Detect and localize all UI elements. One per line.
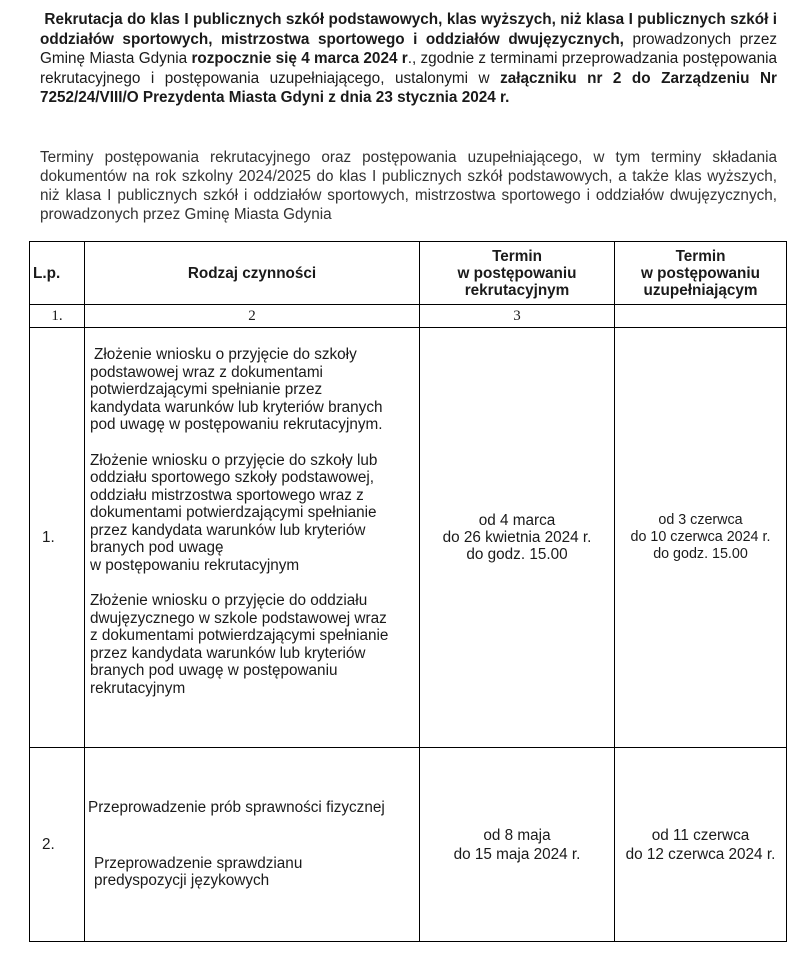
activity-line: podstawowej wraz z dokumentami — [90, 363, 323, 381]
activity-line: dokumentami potwierdzającymi spełnianie — [90, 504, 377, 521]
header-line: w postępowaniu — [641, 264, 760, 282]
activity-line: pod uwagę w postępowaniu rekrutacyjnym. — [90, 416, 383, 433]
termin-line: od 4 marca — [478, 512, 556, 529]
table-row — [30, 328, 787, 748]
activity-line: Przeprowadzenie sprawdzianu — [94, 854, 303, 872]
activity-cell — [85, 748, 420, 942]
table-header-row — [30, 242, 787, 305]
numbering-cell: 3 — [420, 305, 615, 328]
termin-rekrutacyjny-cell — [420, 748, 615, 942]
termin-line: do 15 maja 2024 r. — [453, 845, 581, 863]
activity-item — [90, 346, 419, 434]
activity-item — [90, 592, 419, 697]
activity-line: branych pod uwagę w postępowaniu — [90, 662, 338, 679]
termin-line: od 3 czerwca — [658, 512, 743, 528]
activity-line: dwujęzycznego w szkole podstawowej wraz — [90, 609, 387, 627]
activity-line: kandydata warunków lub kryteriów branych — [90, 398, 383, 416]
description-paragraph: Terminy postępowania rekrutacyjnego oraz postępowania uzupełniającego, w tym terminy składania dokumentów na rok szkolny 2024/2025 do klas I publicznych szkół podstawowych, a także klas wyższych, niż klasa I publicznych szkół i oddziałów sportowych, mistrzostwa sportowego i oddziałów dwujęzycznych, prowadzonych przez Gminę Miasta Gdynia — [40, 149, 777, 223]
intro-bold-ref: załączniku nr 2 do Zarządzeniu Nr 7252/24/VIII/O Prezydenta Miasta Gdyni z dnia 23 stycznia 2024 r. — [40, 69, 777, 107]
header-line: Termin — [492, 247, 542, 265]
header-line: uzupełniającym — [643, 281, 758, 299]
header-rodzaj: Rodzaj czynności — [85, 242, 420, 305]
activity-line: predyspozycji językowych — [94, 872, 270, 890]
termin-line: do 10 czerwca 2024 r. — [630, 529, 771, 545]
activity-item — [88, 855, 419, 890]
termin-line: od 8 maja — [483, 826, 551, 844]
activity-line: rekrutacyjnym — [90, 679, 186, 697]
activity-cell — [85, 328, 420, 748]
intro-paragraph — [40, 10, 777, 108]
header-termin-uzupelniajacy — [615, 242, 787, 305]
numbering-cell: 2 — [85, 305, 420, 328]
header-line: Termin — [675, 247, 726, 265]
termin-line: do godz. 15.00 — [466, 546, 568, 563]
termin-line: do godz. 15.00 — [653, 546, 748, 562]
header-lp: L.p. — [30, 242, 85, 305]
table-row — [30, 748, 787, 942]
termin-uzupelniajacy-cell — [615, 328, 787, 748]
intro-bold-date: rozpocznie się 4 marca 2024 r — [191, 50, 408, 68]
schedule-table — [29, 241, 787, 942]
activity-line: Złożenie wniosku o przyjęcie do szkoły lub — [90, 451, 378, 469]
header-termin-rekrutacyjny — [420, 242, 615, 305]
header-line: rekrutacyjnym — [464, 281, 570, 299]
activity-line: branych pod uwagę — [90, 539, 224, 556]
termin-line: do 26 kwietnia 2024 r. — [442, 529, 592, 546]
intro-text-2: ., zgodnie z terminami przeprowadzania postępowania rekrutacyjnego i postępowania uzupełniającego, ustalonymi w — [40, 50, 778, 87]
activity-line: z dokumentami potwierdzającymi spełnianie — [90, 627, 389, 644]
numbering-cell: 1. — [30, 305, 85, 328]
intro-bold-start: Rekrutacja do klas I publicznych szkół podstawowych, klas wyższych, niż klasa I publicznych szkół i oddziałów sportowych, mistrzostwa sportowego i oddziałów dwujęzycznych, — [40, 11, 778, 48]
numbering-row — [30, 305, 787, 328]
row-number: 1. — [30, 328, 85, 748]
termin-line: od 11 czerwca — [651, 826, 750, 844]
activity-line: przez kandydata warunków lub kryteriów — [90, 644, 366, 662]
activity-line: Złożenie wniosku o przyjęcie do szkoły — [94, 346, 357, 363]
header-line: w postępowaniu — [457, 264, 577, 282]
activity-line: w postępowaniu rekrutacyjnym — [90, 556, 300, 574]
activity-line: oddziału mistrzostwa sportowego wraz z — [90, 486, 364, 504]
activity-item — [88, 799, 419, 817]
numbering-cell — [615, 305, 787, 328]
row-number: 2. — [30, 748, 85, 942]
activity-item — [90, 452, 419, 575]
intro-text-1: prowadzonych przez Gminę Miasta Gdynia — [40, 30, 777, 68]
activity-line: Złożenie wniosku o przyjęcie do oddziału — [90, 592, 368, 609]
termin-uzupelniajacy-cell — [615, 748, 787, 942]
activity-line: przez kandydata warunków lub kryteriów — [90, 521, 366, 539]
activity-line: Przeprowadzenie prób sprawności fizycznej — [88, 799, 385, 817]
activity-line: potwierdzającymi spełnianie przez — [90, 381, 323, 398]
termin-rekrutacyjny-cell — [420, 328, 615, 748]
activity-line: oddziału sportowego szkoły podstawowej, — [90, 469, 375, 486]
termin-line: do 12 czerwca 2024 r. — [625, 845, 776, 863]
